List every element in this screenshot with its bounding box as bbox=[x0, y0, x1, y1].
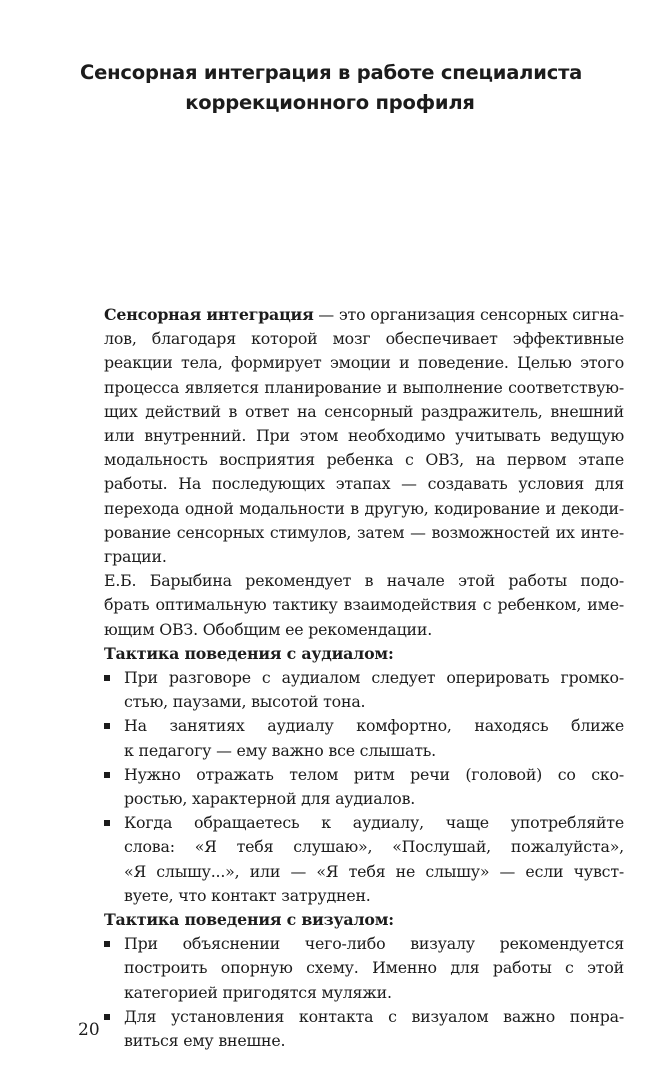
intro-term: Сенсорная интеграция bbox=[104, 305, 314, 324]
list-item: Когда обращаетесь к аудиалу, чаще употребляйте слова: «Я тебя слушаю», «Послушай, пожалуйста», «Я слышу...», или — «Я тебя не слышу» — если чувст- вуете, что контакт затруднен. bbox=[100, 811, 624, 908]
intro-line: модальность восприятия ребенка с ОВЗ, на первом этапе bbox=[104, 450, 624, 470]
list-item: При разговоре с аудиалом следует оперировать громко- стью, паузами, высотой тона. bbox=[100, 666, 624, 714]
recommendation-line: ющим ОВЗ. Обобщим ее рекомендации. bbox=[104, 619, 433, 639]
intro-line: рование сенсорных стимулов, затем — возможностей их инте- bbox=[104, 522, 624, 542]
intro-paragraph bbox=[104, 303, 624, 569]
page-title bbox=[80, 58, 583, 118]
list-item: При объяснении чего-либо визуалу рекомендуется построить опорную схему. Именно для работы с этой категорией пригодятся муляжи. bbox=[100, 932, 624, 1005]
visual-list bbox=[104, 932, 624, 1053]
page-number: 20 bbox=[78, 1020, 100, 1040]
intro-line: щих действий в ответ на сенсорный раздражитель, внешний bbox=[104, 401, 624, 421]
visual-heading: Тактика поведения с визуалом: bbox=[104, 910, 394, 930]
title-line-2: коррекционного профиля bbox=[185, 91, 475, 114]
list-item: Для установления контакта с визуалом важно понра- виться ему внешне. bbox=[100, 1005, 624, 1053]
list-item: Нужно отражать телом ритм речи (головой) со ско- ростью, характерной для аудиалов. bbox=[100, 763, 624, 811]
recommendation-line: брать оптимальную тактику взаимодействия с ребенком, име- bbox=[104, 595, 624, 615]
body-text bbox=[104, 303, 624, 1053]
recommendation-paragraph bbox=[104, 569, 624, 642]
audial-heading: Тактика поведения с аудиалом: bbox=[104, 643, 394, 663]
intro-line: лов, благодаря которой мозг обеспечивает эффективные bbox=[104, 329, 624, 349]
intro-line: работы. На последующих этапах — создавать условия для bbox=[104, 474, 624, 494]
bullet-icon bbox=[104, 820, 110, 826]
intro-line: или внутренний. При этом необходимо учитывать ведущую bbox=[104, 426, 624, 446]
recommendation-line: Е.Б. Барыбина рекомендует в начале этой работы подо- bbox=[104, 571, 624, 591]
intro-line: процесса является планирование и выполнение соответствую- bbox=[104, 377, 624, 397]
intro-line: грации. bbox=[104, 547, 167, 567]
bullet-icon bbox=[104, 941, 110, 947]
intro-line: перехода одной модальности в другую, кодирование и декоди- bbox=[104, 498, 624, 518]
bullet-icon bbox=[104, 1014, 110, 1020]
bullet-icon bbox=[104, 723, 110, 729]
bullet-icon bbox=[104, 772, 110, 778]
intro-line: реакции тела, формирует эмоции и поведение. Целью этого bbox=[104, 353, 624, 373]
audial-list bbox=[104, 666, 624, 908]
intro-line: — это организация сенсорных сигна- bbox=[313, 305, 624, 324]
bullet-icon bbox=[104, 675, 110, 681]
list-item: На занятиях аудиалу комфортно, находясь ближе к педагогу — ему важно все слышать. bbox=[100, 714, 624, 762]
title-line-1: Сенсорная интеграция в работе специалиста bbox=[80, 61, 583, 84]
